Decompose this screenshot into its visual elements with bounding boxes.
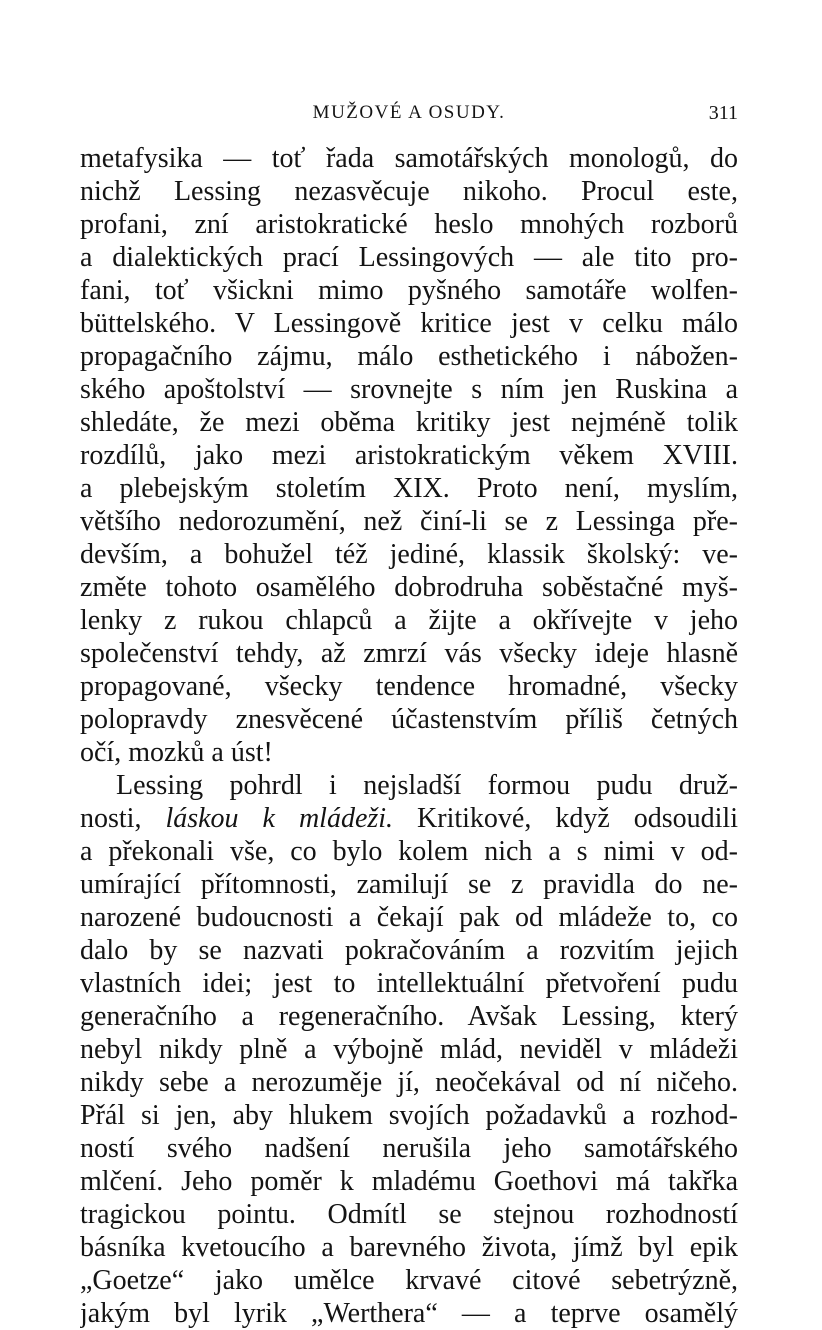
text-line: profani, zní aristokratické heslo mnohých rozborů [80, 209, 738, 240]
text-line: propagované, všecky tendence hromadné, všecky [80, 671, 738, 702]
text-line: Přál si jen, aby hlukem svojích požadavků a rozhod- [80, 1100, 738, 1131]
running-head [80, 100, 738, 126]
emphasis-text: láskou k mládeži. [165, 803, 394, 834]
text-run: nosti, [80, 803, 166, 834]
text-line: Lessing pohrdl i nejsladší formou pudu druž- [116, 770, 738, 801]
text-line: narozené budoucnosti a čekají pak od mládeže to, co [80, 902, 738, 933]
text-line: umírající přítomnosti, zamilují se z pravidla do ne- [80, 869, 738, 900]
text-line: büttelského. V Lessingově kritice jest v celku málo [80, 308, 738, 339]
text-line: jakým byl lyrik „Werthera“ — a teprve osamělý [80, 1298, 738, 1329]
text-line: metafysika — toť řada samotářských monologů, do [80, 143, 738, 174]
text-line: změte tohoto osamělého dobrodruha soběstačné myš- [80, 572, 738, 603]
text-line: a plebejským stoletím XIX. Proto není, myslím, [80, 473, 738, 504]
running-title: MUŽOVÉ A OSUDY. [312, 102, 506, 123]
text-line: nikdy sebe a nerozuměje jí, neočekával od ní ničeho. [80, 1067, 738, 1098]
text-line: dalo by se nazvati pokračováním a rozvitím jejich [80, 935, 738, 966]
text-line: generačního a regeneračního. Avšak Lessing, který [80, 1001, 738, 1032]
text-run: Kritikové, když odsoudili [393, 803, 738, 834]
page-number: 311 [708, 102, 738, 124]
text-line: fani, toť všickni mimo pyšného samotáře wolfen- [80, 275, 738, 306]
text-line: očí, mozků a úst! [80, 737, 273, 768]
text-line: propagačního zájmu, málo esthetického i nábožen- [80, 341, 738, 372]
text-line: ského apoštolství — srovnejte s ním jen Ruskina a [80, 374, 738, 405]
text-line: a překonali vše, co bylo kolem nich a s nimi v od- [80, 836, 738, 867]
text-line: mlčení. Jeho poměr k mladému Goethovi má takřka [80, 1166, 738, 1197]
text-line: nebyl nikdy plně a výbojně mlád, neviděl v mládeži [80, 1034, 738, 1065]
text-line: devším, a bohužel též jediné, klassik školský: ve- [80, 539, 738, 570]
text-line: rozdílů, jako mezi aristokratickým věkem XVIII. [80, 440, 738, 471]
text-line: většího nedorozumění, než činí-li se z Lessinga pře- [80, 506, 738, 537]
text-line: a dialektických prací Lessingových — ale tito pro- [80, 242, 738, 273]
text-line: tragickou pointu. Odmítl se stejnou rozhodností [80, 1199, 738, 1230]
text-line: básníka kvetoucího a barevného života, jímž byl epik [80, 1232, 738, 1263]
text-line: nichž Lessing nezasvěcuje nikoho. Procul este, [80, 176, 738, 207]
text-line: polopravdy znesvěcené účastenstvím příliš četných [80, 704, 738, 735]
text-line: vlastních idei; jest to intellektuální přetvoření pudu [80, 968, 738, 999]
text-line: „Goetze“ jako umělce krvavé citové sebetrýzně, [80, 1265, 738, 1296]
text-line-with-emphasis [80, 802, 738, 835]
body-text [80, 142, 738, 1330]
text-line: shledáte, že mezi oběma kritiky jest nejméně tolik [80, 407, 738, 438]
text-line: lenky z rukou chlapců a žijte a okřívejte v jeho [80, 605, 738, 636]
text-line: ností svého nadšení nerušila jeho samotářského [80, 1133, 738, 1164]
text-line: společenství tehdy, až zmrzí vás všecky ideje hlasně [80, 638, 738, 669]
